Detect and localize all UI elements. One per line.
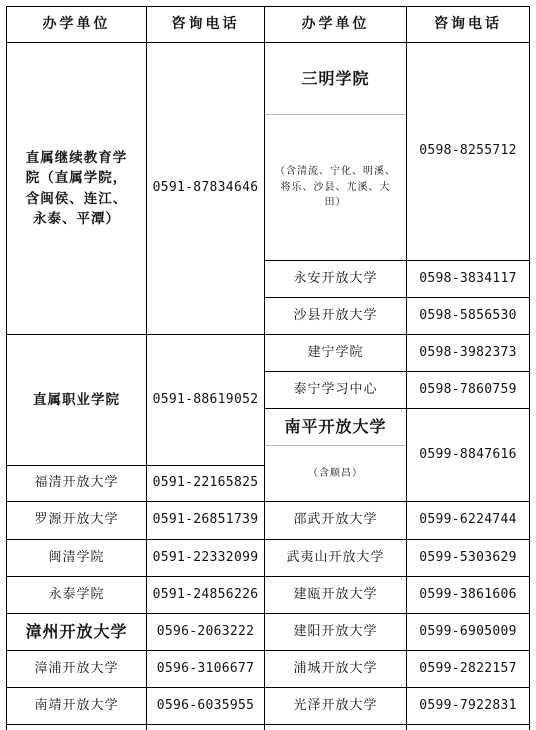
phone-number: 0591-26851739 — [152, 512, 259, 528]
unit-note: （含顺昌） — [308, 467, 363, 479]
phone-number: 0599-6905009 — [419, 623, 517, 639]
phone-number: 0591-22332099 — [152, 549, 259, 565]
unit-note: （含清流、宁化、明溪、将乐、沙县、尤溪、大田） — [275, 166, 396, 209]
phone-number: 0596-6035955 — [156, 697, 255, 713]
unit-name: 福清开放大学 — [34, 475, 119, 491]
row-line — [264, 724, 530, 725]
phone-number: 0599-7922831 — [419, 697, 517, 713]
phone-number: 0591-22165825 — [152, 475, 259, 491]
header-phone-right: 咨询电话 — [434, 15, 502, 32]
phone-number: 0599-6224744 — [419, 512, 517, 528]
unit-name: 直属继续教育学院（直属学院，含闽侯、连江、永泰、平潭） — [25, 150, 128, 227]
phone-number: 0591-88619052 — [152, 391, 259, 407]
unit-name: 建瓯开放大学 — [293, 586, 378, 602]
unit-name: 漳州开放大学 — [25, 622, 128, 641]
unit-name: 武夷山开放大学 — [286, 549, 385, 565]
phone-number: 0599-5303629 — [419, 549, 517, 565]
phone-number: 0591-24856226 — [152, 586, 259, 602]
unit-name: 直属职业学院 — [33, 391, 120, 408]
phone-number: 0598-3982373 — [419, 344, 517, 360]
unit-name: 南靖开放大学 — [34, 697, 119, 713]
unit-name: 漳浦开放大学 — [34, 660, 119, 676]
header-unit-right: 办学单位 — [301, 15, 370, 32]
phone-number: 0599-2822157 — [419, 660, 517, 676]
unit-name: 闽清学院 — [48, 549, 105, 565]
unit-name: 邵武开放大学 — [293, 512, 378, 528]
header-unit-left: 办学单位 — [42, 15, 111, 32]
phone-number: 0598-7860759 — [419, 381, 517, 397]
unit-name: 三明学院 — [301, 68, 370, 88]
row-line — [6, 724, 264, 725]
col-divider-4 — [529, 6, 530, 730]
unit-name: 泰宁学习中心 — [293, 381, 378, 397]
phone-number: 0598-8255712 — [419, 143, 517, 159]
unit-name: 永泰学院 — [48, 586, 105, 602]
phone-number: 0591-87834646 — [152, 180, 259, 196]
phone-number: 0596-3106677 — [156, 660, 255, 676]
header-phone-left: 咨询电话 — [171, 15, 240, 32]
unit-name: 建宁学院 — [307, 344, 364, 360]
unit-name: 永安开放大学 — [293, 270, 378, 286]
phone-number: 0598-3834117 — [419, 270, 517, 286]
phone-number: 0599-8847616 — [419, 446, 517, 462]
unit-name: 罗源开放大学 — [34, 512, 119, 528]
unit-name: 建阳开放大学 — [293, 623, 378, 639]
phone-number: 0596-2063222 — [156, 623, 255, 639]
unit-name: 南平开放大学 — [284, 417, 387, 436]
phone-number: 0598-5856530 — [419, 307, 517, 323]
unit-name: 浦城开放大学 — [293, 660, 378, 676]
phone-number: 0599-3861606 — [419, 586, 517, 602]
unit-name: 光泽开放大学 — [293, 697, 378, 713]
unit-name: 沙县开放大学 — [293, 307, 378, 323]
